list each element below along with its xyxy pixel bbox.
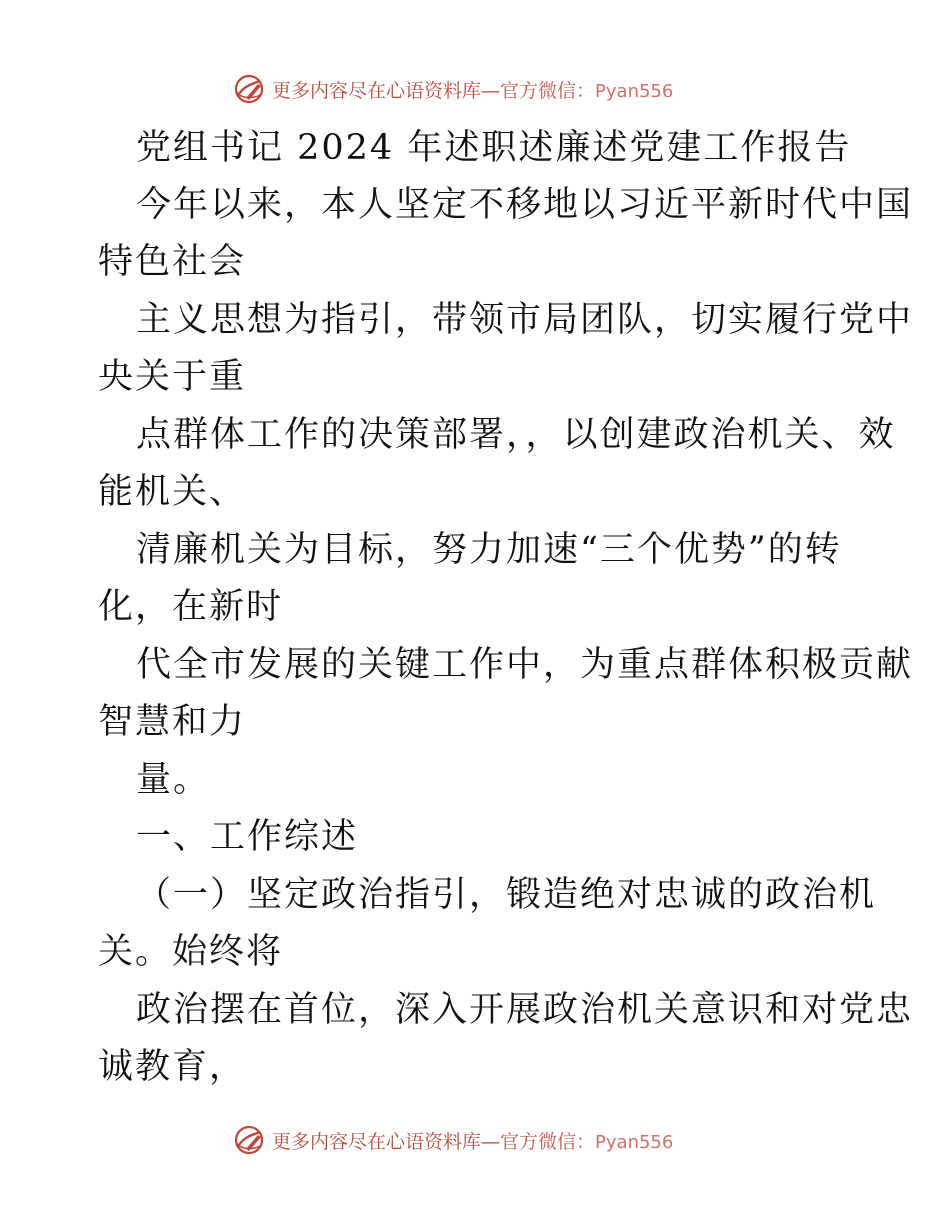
paragraph-line: 主义思想为指引，带领市局团队，切实履行党中 [136,300,914,340]
subsection-heading: （一）坚定政治指引，锻造绝对忠诚的政治机 [136,875,877,915]
watermark-wechat-id: Pyan556 [595,1131,674,1153]
watermark-wechat-id: Pyan556 [595,80,674,102]
watermark-wechat-label: 官方微信： [500,1130,596,1153]
paragraph-line: 化，在新时 [98,587,284,627]
paragraph-line: 特色社会 [98,242,247,282]
watermark-wechat-label: 官方微信： [500,79,596,102]
paragraph-line: 诚教育， [98,1047,247,1087]
watermark-text [272,76,673,103]
watermark-separator: — [481,1130,501,1153]
watermark-site: 更多内容尽在心语资料库 [272,79,482,102]
paragraph-line: 代全市发展的关键工作中，为重点群体积极贡献 [136,645,914,685]
paragraph-line: 关。始终将 [98,932,284,972]
paragraph-line: 央关于重 [98,357,247,397]
paragraph-line: 量。 [136,760,211,800]
watermark-separator: — [481,79,501,102]
pen-swirl-logo-icon [232,72,266,106]
paragraph-line: 智慧和力 [98,702,247,742]
watermark-text [272,1127,673,1154]
paragraph-line: 今年以来，本人坚定不移地以习近平新时代中国 [136,185,914,225]
section-heading: 一、工作综述 [136,817,359,857]
pen-swirl-logo-icon [232,1123,266,1157]
paragraph-line: 政治摆在首位，深入开展政治机关意识和对党忠 [136,990,914,1030]
watermark-banner-top [232,72,673,106]
document-title: 党组书记 2024 年述职述廉述党建工作报告 [136,128,852,168]
paragraph-line: 点群体工作的决策部署，，以创建政治机关、效 [136,415,896,455]
watermark-banner-bottom [232,1123,673,1157]
paragraph-line: 能机关、 [98,472,247,512]
paragraph-line: 清廉机关为目标，努力加速“三个优势”的转 [136,530,842,570]
watermark-site: 更多内容尽在心语资料库 [272,1130,482,1153]
